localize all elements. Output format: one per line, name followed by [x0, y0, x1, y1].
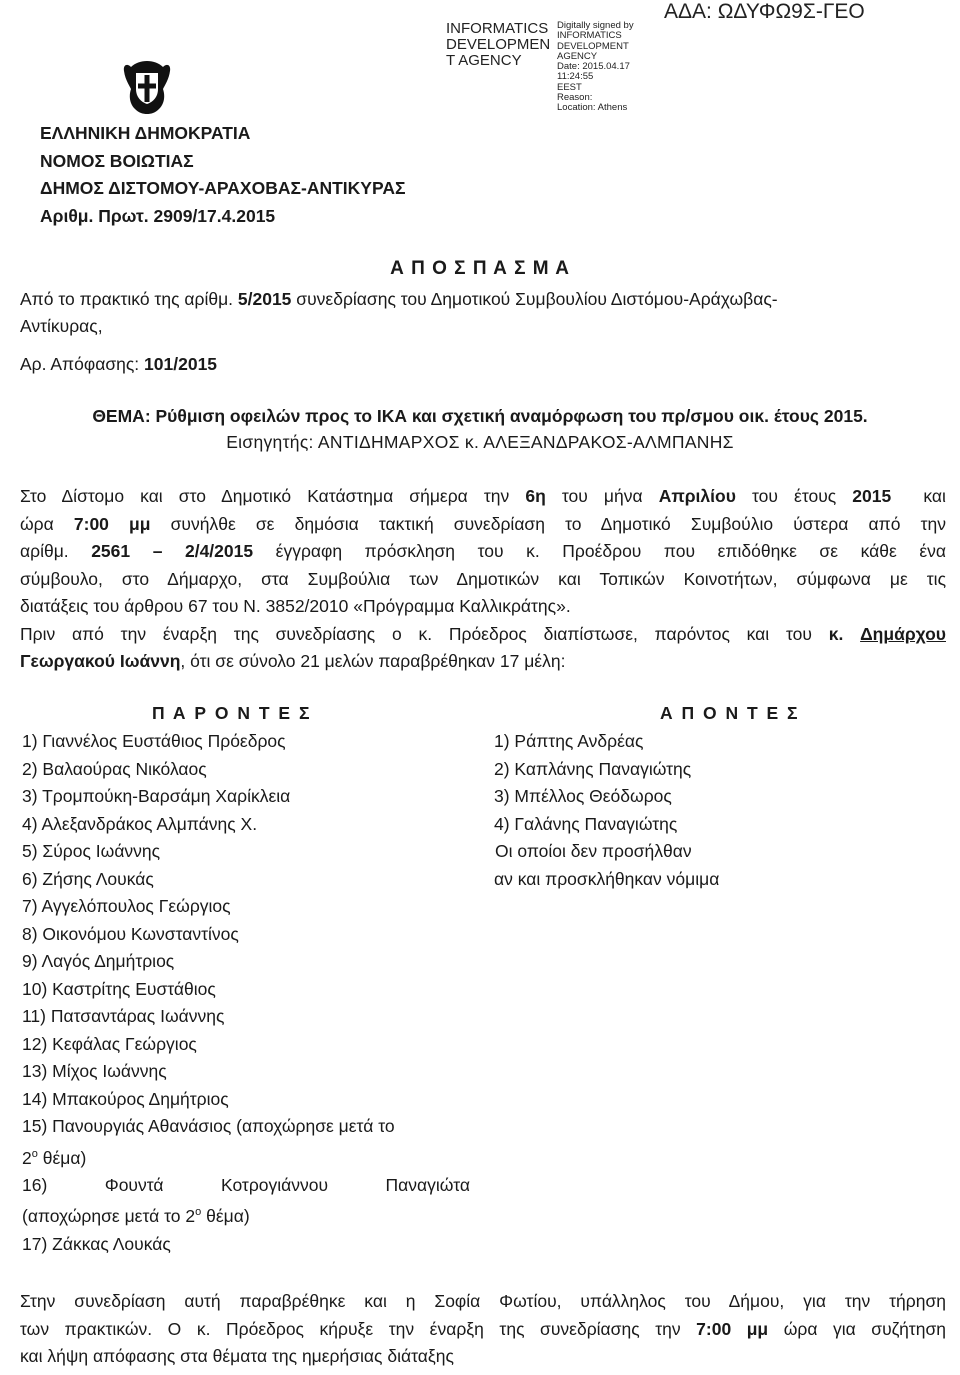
list-item: 7) Αγγελόπουλος Γεώργιος — [22, 896, 231, 916]
body-paragraph — [20, 483, 946, 676]
list-item: 14) Μπακούρος Δημήτριος — [22, 1088, 229, 1109]
signature-org: INFORMATICS DEVELOPMEN T AGENCY — [446, 20, 551, 69]
list-item: 1) Γιαννέλος Ευστάθιος Πρόεδρος — [22, 731, 286, 751]
header-protocol-number: Αριθμ. Πρωτ. 2909/17.4.2015 — [40, 206, 276, 226]
closing-line-3: και λήψη απόφασης στα θέματα της ημερήσιας διάταξης — [20, 1346, 454, 1366]
absent-title: Α Π Ο Ν Τ Ε Σ — [660, 703, 800, 723]
list-item: 5) Σύρος Ιωάννης — [22, 841, 161, 861]
list-item: 4) Γαλάνης Παναγιώτης — [494, 813, 678, 834]
list-item-continued: (αποχώρησε μετά το $2^o$ θέμα) — [22, 1206, 250, 1227]
intro-line-2: Αντίκυρας, — [20, 316, 103, 336]
list-item: 4) Αλεξανδράκος Αλμπάνης Χ. — [22, 813, 258, 834]
list-item: 11) Πατσαντάρας Ιωάννης — [22, 1006, 225, 1026]
intro-line-1: Από το πρακτικό της αρίθμ. 5/2015 συνεδρίασης του Δημοτικού Συμβουλίου Διστόμου-Αράχωβας- — [20, 289, 778, 309]
list-item: 10) Καστρίτης Ευστάθιος — [22, 978, 216, 999]
closing-paragraph — [20, 1288, 946, 1371]
header-prefecture: ΝΟΜΟΣ ΒΟΙΩΤΙΑΣ — [40, 151, 194, 171]
greek-emblem-icon — [121, 59, 173, 120]
list-item: 6) Ζήσης Λουκάς — [22, 868, 154, 889]
list-item: 2) Βαλαούρας Νικόλαος — [22, 758, 207, 779]
body-line-5: διατάξεις του άρθρου 67 του Ν. 3852/2010 «Πρόγραμμα Καλλικράτης». — [20, 596, 571, 616]
document-title: Α Π Ο Σ Π Α Σ Μ Α — [390, 258, 570, 279]
ada-code: ΑΔΑ: ΩΔΥΦΩ9Σ-ΓΕΟ — [664, 0, 865, 23]
absent-note: Οι οποίοι δεν προσήλθαν — [495, 841, 692, 861]
list-item: 16) Φουντά Κοτρογιάννου Παναγιώτα — [22, 1174, 470, 1195]
list-item: 15) Πανουργιάς Αθανάσιος (αποχώρησε μετά το — [22, 1116, 395, 1136]
body-line-6: Πριν από την έναρξη της συνεδρίασης ο κ. Πρόεδρος διαπίστωσε, παρόντος και του κ. Δημάρχου — [20, 623, 946, 644]
list-item: 13) Μίχος Ιωάννης — [22, 1061, 167, 1081]
list-item-continued: $2^o$ θέμα) — [22, 1147, 87, 1168]
body-line-1: Στο Δίστομο και στο Δημοτικό Κατάστημα σήμερα την 6η του μήνα Απριλίου του έτους 2015 και — [20, 486, 946, 506]
body-line-4: σύμβουλο, στο Δήμαρχο, στα Συμβούλια των Δημοτικών και Τοπικών Κοινοτήτων, σύμφωνα με τις — [20, 568, 946, 589]
absent-list — [494, 728, 794, 893]
list-item: 8) Οικονόμου Κωνσταντίνος — [22, 923, 239, 944]
closing-line-2: των πρακτικών. Ο κ. Πρόεδρος κήρυξε την έναρξη της συνεδρίασης την 7:00 μμ ώρα για συζήτηση — [20, 1318, 946, 1339]
list-item: 2) Καπλάνης Παναγιώτης — [494, 758, 692, 779]
list-item: 9) Λαγός Δημήτριος — [22, 951, 175, 971]
absent-note: αν και προσκλήθηκαν νόμιμα — [494, 868, 720, 889]
subject-line: ΘΕΜΑ: Ρύθμιση οφειλών προς το ΙΚΑ και σχετική αναμόρφωση του πρ/σμου οικ. έτους 2015. — [92, 406, 868, 426]
present-title: Π Α Ρ Ο Ν Τ Ε Σ — [152, 703, 312, 723]
list-item: 1) Ράπτης Ανδρέας — [494, 731, 644, 751]
signature-details: Digitally signed by INFORMATICS DEVELOPMENT AGENCY Date: 2015.04.17 11:24:55 EEST Reason: Location: Athens — [557, 20, 634, 114]
body-line-3: αρίθμ. 2561 – 2/4/2015 έγγραφη πρόσκληση του κ. Προέδρου που επιδόθηκε σε κάθε ένα — [20, 541, 946, 561]
rapporteur-line: Εισηγητής: ΑΝΤΙΔΗΜΑΡΧΟΣ κ. ΑΛΕΞΑΝΔΡΑΚΟΣ-ΑΛΜΠΑΝΗΣ — [226, 432, 734, 452]
body-line-7: Γεωργακού Ιωάννη, ότι σε σύνολο 21 μελών παραβρέθηκαν 17 μέλη: — [20, 651, 566, 671]
closing-line-1: Στην συνεδρίαση αυτή παραβρέθηκε και η Σοφία Φωτίου, υπάλληλος του Δήμου, για την τήρηση — [20, 1291, 946, 1311]
list-item: 17) Ζάκκας Λουκάς — [22, 1233, 171, 1254]
list-item: 3) Τρομπούκη-Βαρσάμη Χαρίκλεια — [22, 786, 291, 806]
present-list — [22, 728, 472, 1258]
list-item: 12) Κεφάλας Γεώργιος — [22, 1033, 197, 1054]
list-item: 3) Μπέλλος Θεόδωρος — [494, 786, 672, 806]
body-line-2: ώρα 7:00 μμ συνήλθε σε δημόσια τακτική συνεδρίαση το Δημοτικό Συμβούλιο ύστερα από την — [20, 513, 946, 534]
decision-number: Αρ. Απόφασης: 101/2015 — [20, 354, 218, 374]
header-country: ΕΛΛΗΝΙΚΗ ΔΗΜΟΚΡΑΤΙΑ — [40, 123, 251, 143]
header-municipality: ΔΗΜΟΣ ΔΙΣΤΟΜΟΥ-ΑΡΑΧΟΒΑΣ-ΑΝΤΙΚΥΡΑΣ — [40, 178, 406, 198]
